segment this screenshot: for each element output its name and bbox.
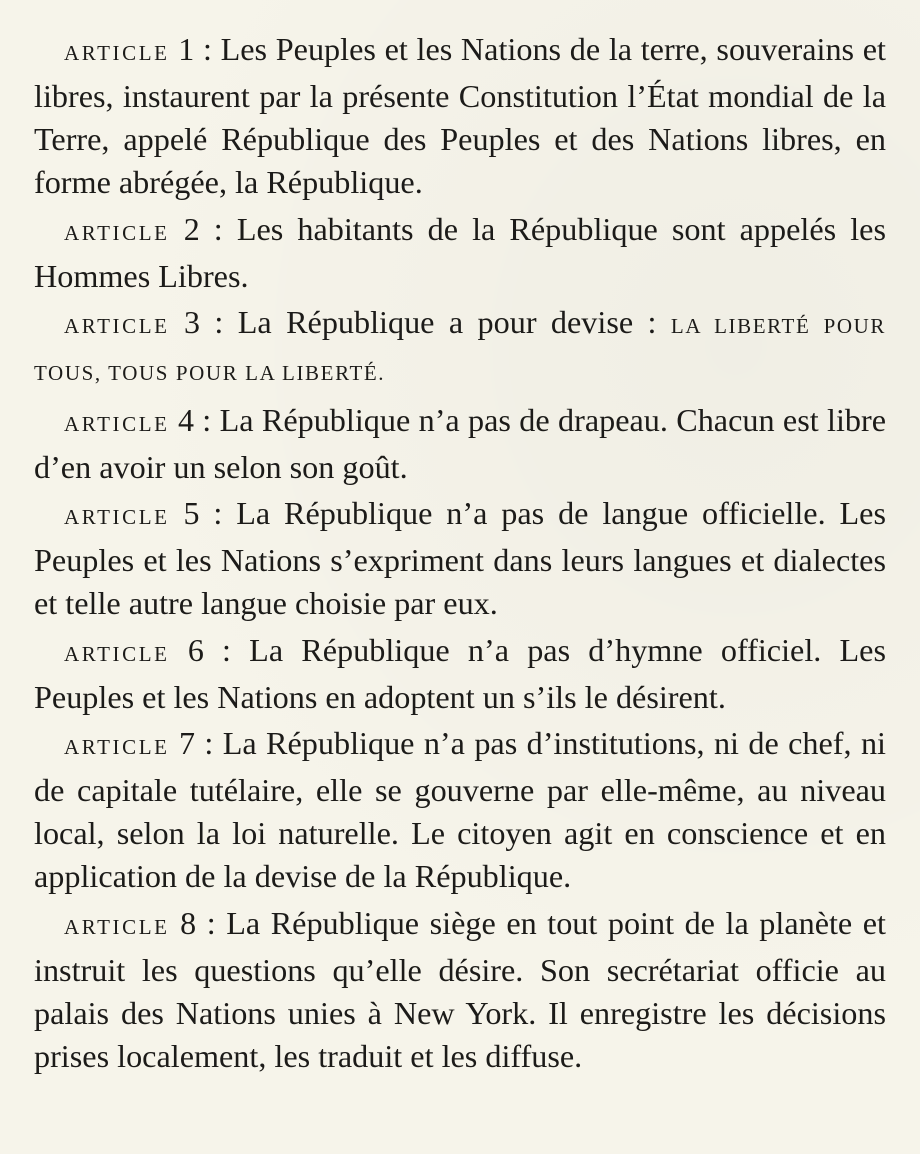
article-body: Les habitants de la République sont appelés les Hommes Libres. <box>34 210 886 294</box>
article-number: 6 <box>187 631 204 668</box>
article-number: 4 <box>177 401 194 438</box>
article-body: La République n’a pas de langue officielle. Les Peuples et les Nations s’expriment dans leurs langues et dialectes et telle autre langue choisie par eux. <box>34 495 886 621</box>
article-separator: : <box>199 210 237 247</box>
article-label: ARTICLE <box>64 220 170 245</box>
article-body: La République siège en tout point de la planète et instruit les questions qu’elle désire. Son secrétariat officie au palais des Nations unies à New York. Il enregistre les décisions prises localement, les traduit et les diffuse. <box>34 904 886 1074</box>
article-label: ARTICLE <box>64 914 170 939</box>
article-separator: : <box>200 304 238 340</box>
article-3 <box>34 301 886 395</box>
article-separator: : <box>199 495 237 531</box>
constitution-text <box>34 28 886 1081</box>
article-separator: : <box>193 401 220 438</box>
article-1 <box>34 28 886 204</box>
article-body: La République n’a pas d’hymne officiel. Les Peuples et les Nations en adoptent un s’ils le désirent. <box>34 631 886 715</box>
article-number: 7 <box>179 725 195 761</box>
article-separator: : <box>196 904 227 941</box>
article-body: Les Peuples et les Nations de la terre, souverains et libres, instaurent par la présente Constitution l’État mondial de la Terre, appelé République des Peuples et des Nations libres, en forme abrégée, la République. <box>34 31 886 200</box>
article-separator: : <box>203 631 250 668</box>
article-body: La République n’a pas d’institutions, ni de chef, ni de capitale tutélaire, elle se gouverne par elle-même, au niveau local, selon la loi naturelle. Le citoyen agit en conscience et en application de la devise de la République. <box>34 725 886 894</box>
article-body: La République n’a pas de drapeau. Chacun est libre d’en avoir un selon son goût. <box>34 401 886 485</box>
article-7 <box>34 722 886 898</box>
article-label: ARTICLE <box>64 314 170 338</box>
article-number: 2 <box>183 210 200 247</box>
article-number: 5 <box>183 495 200 531</box>
article-8 <box>34 902 886 1078</box>
article-label: ARTICLE <box>64 505 170 529</box>
article-2 <box>34 208 886 298</box>
article-5 <box>34 492 886 625</box>
article-number: 3 <box>184 304 200 340</box>
article-6 <box>34 629 886 719</box>
article-body: La République a pour devise : <box>237 304 671 340</box>
article-number: 1 <box>178 31 195 67</box>
article-label: ARTICLE <box>64 641 170 666</box>
article-label: ARTICLE <box>64 41 170 65</box>
article-number: 8 <box>180 904 197 941</box>
article-4 <box>34 399 886 489</box>
article-label: ARTICLE <box>64 735 170 759</box>
article-separator: : <box>195 725 223 761</box>
republic-motto: LA LIBERTÉ POUR TOUS, TOUS POUR LA LIBERTÉ. <box>34 314 886 385</box>
article-label: ARTICLE <box>64 411 170 436</box>
article-separator: : <box>194 31 221 67</box>
